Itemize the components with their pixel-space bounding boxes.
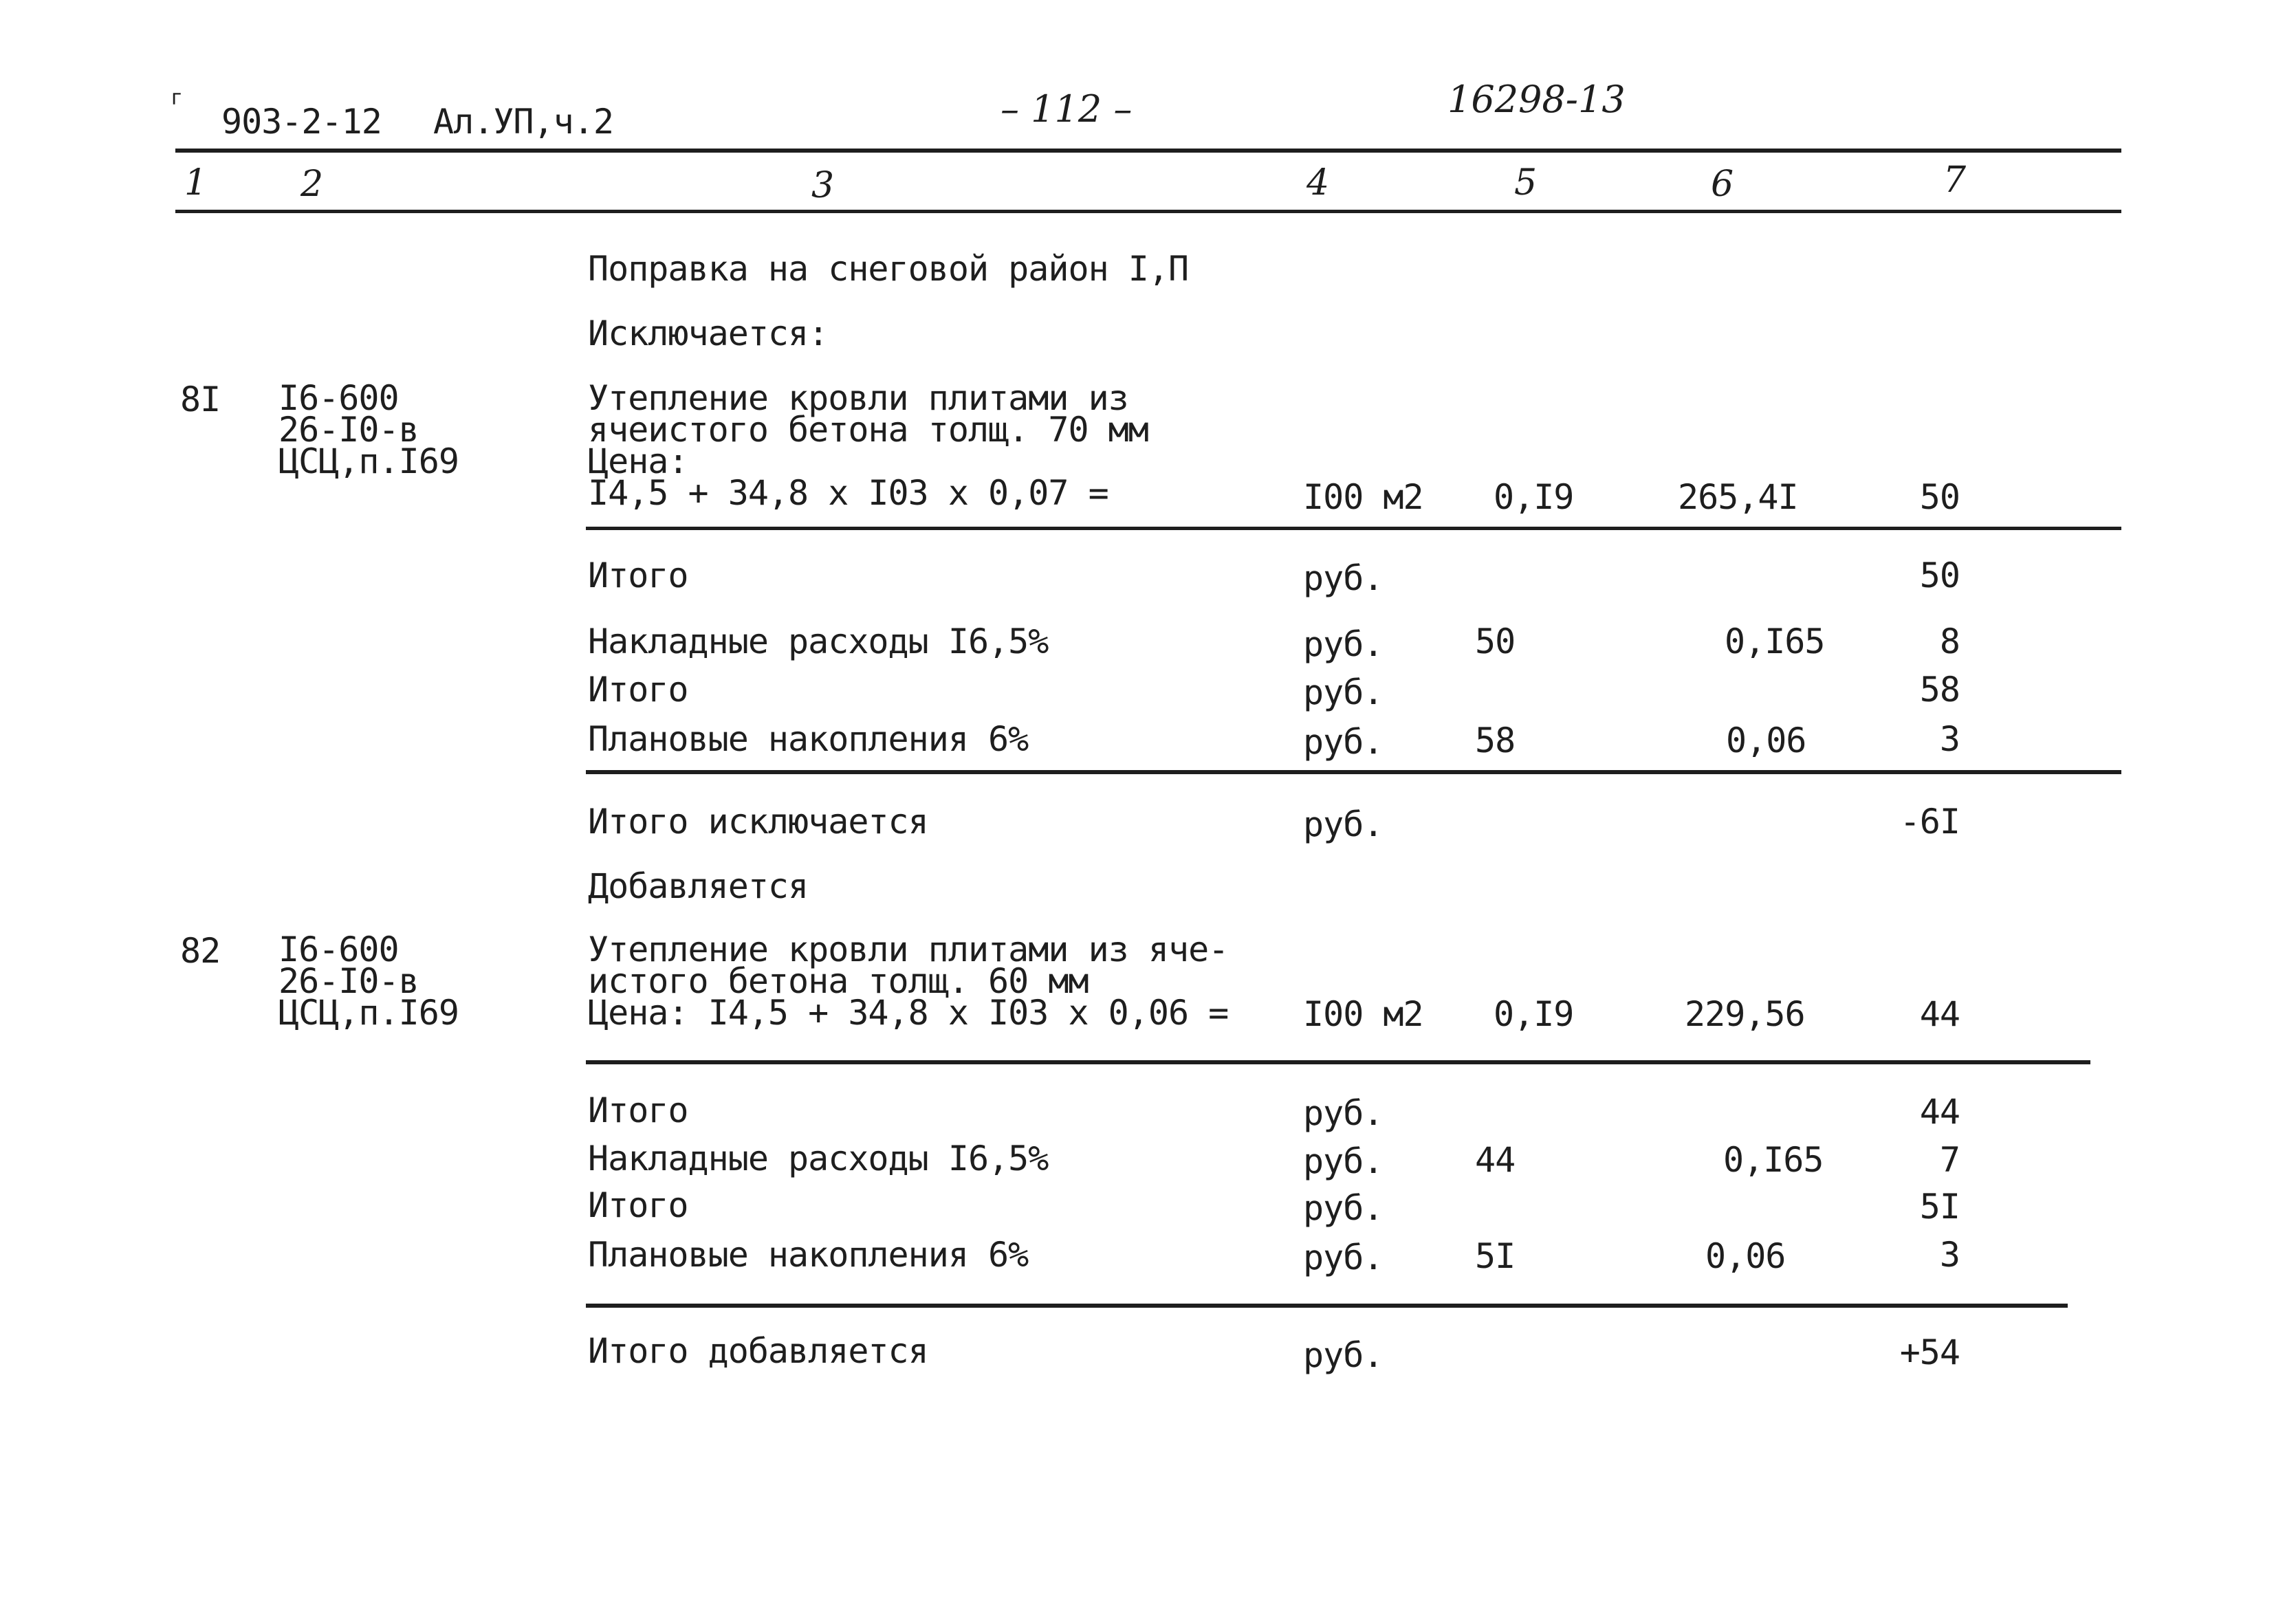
- section2-summary-rule: [586, 1304, 2068, 1308]
- column-number-5: 5: [1514, 162, 1538, 204]
- s2-row-label: Итого: [588, 1185, 688, 1225]
- description-line: истого бетона толщ. 60 мм: [588, 961, 1089, 1001]
- s1-row-unit: руб.: [1303, 722, 1384, 762]
- section-title: Поправка на снеговой район I,П: [588, 249, 1189, 289]
- added-total-unit: руб.: [1303, 1335, 1384, 1375]
- s1-row-unit: руб.: [1303, 624, 1384, 664]
- code-line: 26-I0-в: [278, 961, 419, 1001]
- excluded-total-value: -6I: [1899, 802, 1960, 842]
- code-line: 26-I0-в: [278, 410, 419, 450]
- document-code: 903-2-12: [221, 102, 382, 142]
- item-82-code: [278, 930, 459, 1033]
- s2-row-unit: руб.: [1303, 1238, 1384, 1277]
- item-81-quantity: 0,I9: [1494, 477, 1574, 517]
- s2-row-total: 44: [1919, 1092, 1960, 1132]
- s1-row-label: Плановые накопления 6%: [588, 719, 1029, 759]
- s1-row-total: 8: [1939, 622, 1960, 661]
- s1-row-base: 58: [1475, 721, 1516, 760]
- s1-row-rate: 0,I65: [1725, 622, 1825, 661]
- s1-row-total: 58: [1919, 670, 1960, 710]
- s1-row-base: 50: [1475, 622, 1516, 661]
- corner-mark: г: [171, 86, 183, 110]
- item-82-unit: I00 м2: [1303, 994, 1423, 1034]
- item-81-code: [278, 378, 459, 481]
- description-line: Утепление кровли плитами из яче-: [588, 930, 1229, 969]
- s2-row-base: 5I: [1475, 1236, 1516, 1276]
- item-81-unit: I00 м2: [1303, 477, 1423, 517]
- added-label: Добавляется: [588, 866, 809, 906]
- page-number: – 112 –: [1001, 87, 1133, 131]
- s1-row-unit: руб.: [1303, 558, 1384, 598]
- added-total-value: +54: [1899, 1332, 1960, 1372]
- section1-summary-rule: [586, 770, 2121, 774]
- code-line: I6-600: [278, 930, 399, 969]
- header-top-rule: [175, 149, 2121, 153]
- s2-row-total: 7: [1939, 1140, 1960, 1180]
- code-line: ЦСЦ,п.I69: [278, 993, 459, 1033]
- item-82-quantity: 0,I9: [1494, 994, 1574, 1034]
- s2-row-unit: руб.: [1303, 1141, 1384, 1181]
- column-number-6: 6: [1711, 164, 1734, 205]
- item-number-81: 8I: [180, 380, 221, 419]
- s2-row-label: Накладные расходы I6,5%: [588, 1139, 1049, 1178]
- s2-row-total: 3: [1939, 1235, 1960, 1275]
- s1-row-rate: 0,06: [1726, 721, 1806, 760]
- s2-row-unit: руб.: [1303, 1188, 1384, 1228]
- album-reference: Ал.УП,ч.2: [433, 102, 613, 142]
- excluded-label: Исключается:: [588, 314, 829, 353]
- description-line: Цена:: [588, 441, 688, 481]
- item-81-total: 50: [1919, 477, 1960, 517]
- column-number-1: 1: [184, 162, 208, 204]
- added-total-label: Итого добавляется: [588, 1331, 928, 1371]
- section1-item-rule: [586, 527, 2121, 530]
- description-line: I4,5 + 34,8 x I03 x 0,07 =: [588, 473, 1108, 513]
- code-line: I6-600: [278, 378, 399, 418]
- column-number-7: 7: [1943, 160, 1967, 201]
- s1-row-label: Накладные расходы I6,5%: [588, 622, 1049, 661]
- s2-row-rate: 0,06: [1705, 1236, 1786, 1276]
- item-82-description: [588, 930, 1229, 1033]
- excluded-total-label: Итого исключается: [588, 802, 928, 842]
- item-81-description: [588, 378, 1148, 513]
- s2-row-label: Итого: [588, 1090, 688, 1130]
- item-number-82: 82: [180, 931, 221, 971]
- description-line: Утепление кровли плитами из: [588, 378, 1128, 418]
- code-line: ЦСЦ,п.I69: [278, 441, 459, 481]
- item-82-total: 44: [1919, 994, 1960, 1034]
- s1-row-unit: руб.: [1303, 672, 1384, 712]
- s2-row-rate: 0,I65: [1723, 1140, 1824, 1180]
- header-bottom-rule: [175, 210, 2121, 213]
- description-line: ячеистого бетона толщ. 70 мм: [588, 410, 1148, 450]
- description-line: Цена: I4,5 + 34,8 x I03 x 0,06 =: [588, 993, 1229, 1033]
- excluded-total-unit: руб.: [1303, 804, 1384, 844]
- s1-row-total: 3: [1939, 719, 1960, 759]
- column-number-2: 2: [300, 164, 324, 205]
- s1-row-label: Итого: [588, 670, 688, 710]
- s2-row-unit: руб.: [1303, 1093, 1384, 1133]
- column-number-4: 4: [1307, 162, 1330, 204]
- item-81-unit-price: 265,4I: [1678, 477, 1798, 517]
- section2-item-rule: [586, 1060, 2090, 1064]
- inventory-number: 16298-13: [1447, 78, 1626, 121]
- item-82-unit-price: 229,56: [1685, 994, 1805, 1034]
- column-number-3: 3: [811, 165, 835, 206]
- s2-row-base: 44: [1475, 1140, 1516, 1180]
- s1-row-total: 50: [1919, 556, 1960, 595]
- s2-row-label: Плановые накопления 6%: [588, 1235, 1029, 1275]
- s2-row-total: 5I: [1919, 1187, 1960, 1227]
- s1-row-label: Итого: [588, 556, 688, 595]
